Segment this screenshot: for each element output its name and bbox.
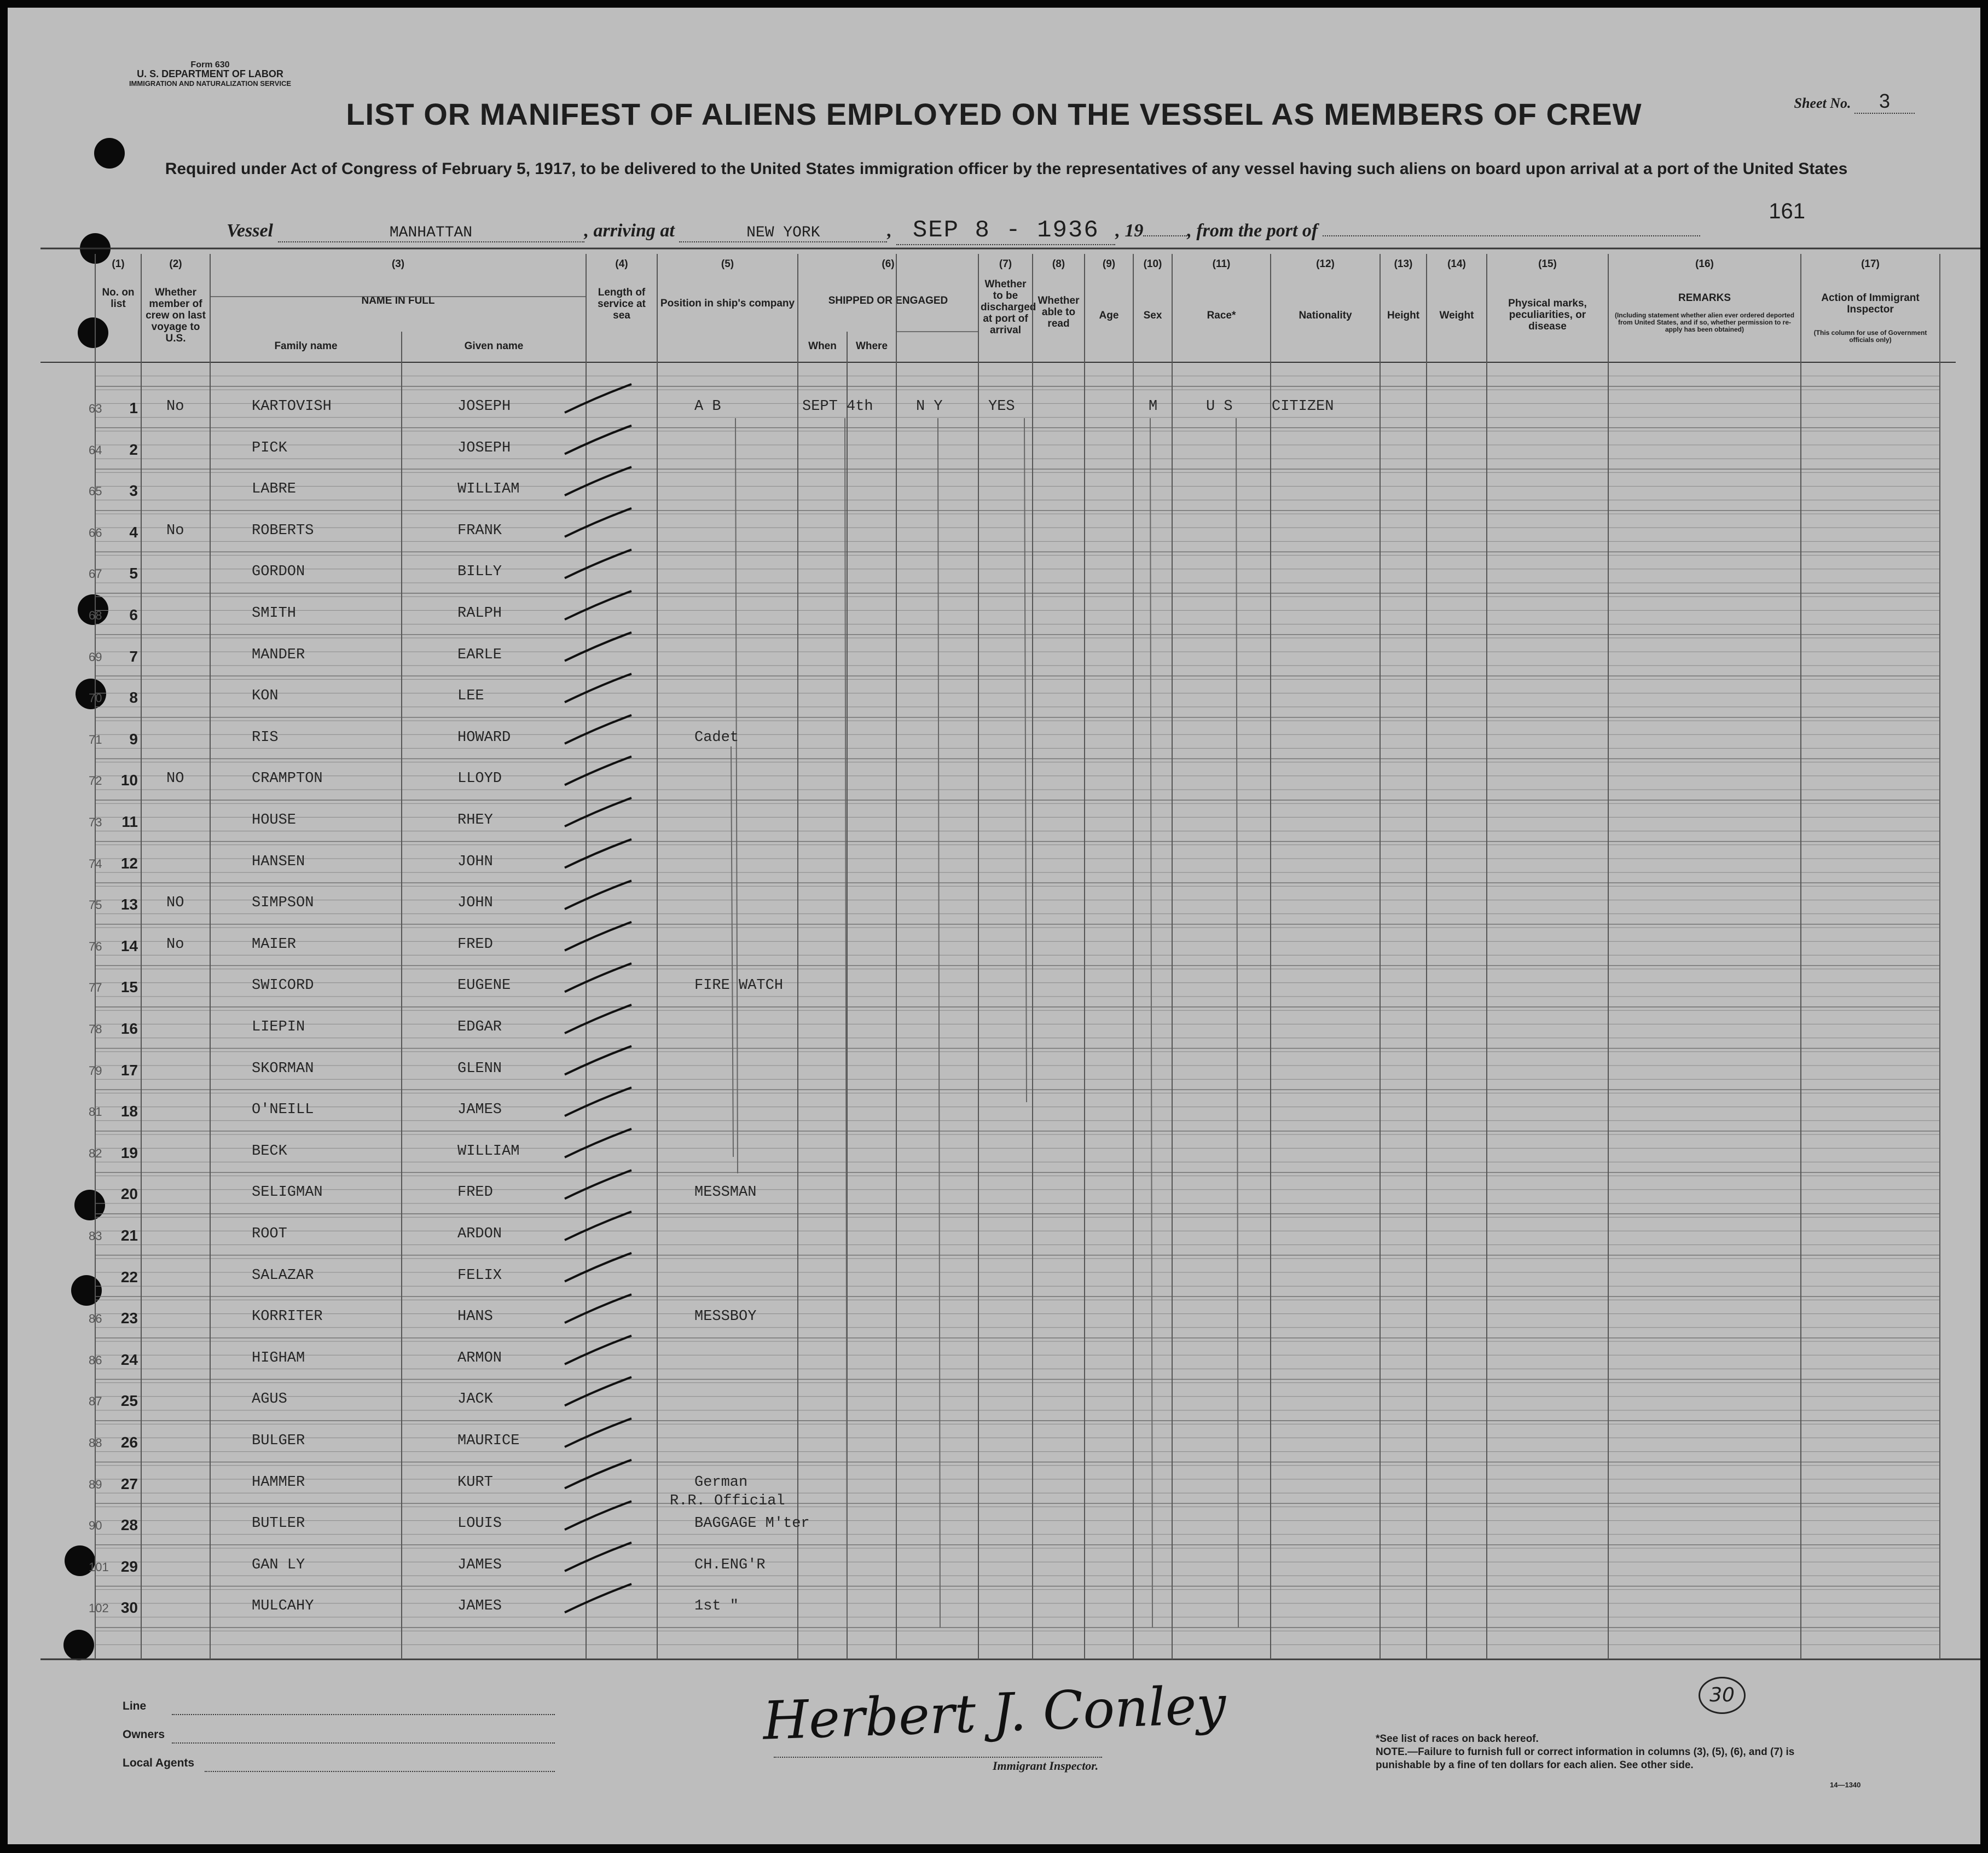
list-number-cell: 14 bbox=[120, 937, 138, 954]
arrival-port: NEW YORK bbox=[679, 224, 887, 242]
family-name-cell: HOUSE bbox=[252, 812, 297, 829]
list-number-cell: 16 bbox=[120, 1020, 138, 1037]
column-number-6: (6) bbox=[882, 258, 895, 270]
column-number-12: (12) bbox=[1316, 258, 1335, 270]
column-number-17: (17) bbox=[1861, 258, 1880, 270]
column-header-3: NAME IN FULL bbox=[361, 295, 435, 306]
column-header-16: REMARKS bbox=[1678, 292, 1731, 304]
family-name-cell: SIMPSON bbox=[252, 895, 314, 912]
family-name-cell: PICK bbox=[252, 439, 287, 456]
from-port-label: , from the port of bbox=[1187, 221, 1318, 241]
family-name-cell: AGUS bbox=[252, 1391, 287, 1408]
handwritten-sequence-number: 102 bbox=[89, 1601, 109, 1615]
list-number-cell: 6 bbox=[129, 606, 138, 623]
handwritten-sequence-number: 88 bbox=[89, 1436, 102, 1450]
ditto-line bbox=[1024, 418, 1027, 1102]
list-number-cell: 24 bbox=[120, 1351, 138, 1368]
given-name-cell: ARMON bbox=[457, 1350, 502, 1366]
column-number-1: (1) bbox=[112, 258, 125, 270]
action-note: (This column for use of Government officials only) bbox=[1813, 329, 1927, 344]
service-check-mark bbox=[565, 1294, 631, 1323]
when-header: When bbox=[808, 340, 837, 352]
ditto-line bbox=[1236, 418, 1238, 1628]
list-number-cell: 25 bbox=[120, 1392, 138, 1410]
given-name-cell: FRANK bbox=[457, 522, 502, 539]
column-header-4: Length of service at sea bbox=[598, 287, 646, 321]
family-name-cell: KORRITER bbox=[252, 1308, 323, 1325]
handwritten-sequence-number: 72 bbox=[89, 774, 102, 788]
handwritten-sequence-number: 64 bbox=[89, 443, 102, 457]
column-number-8: (8) bbox=[1052, 258, 1065, 270]
service-check-mark bbox=[565, 1584, 631, 1612]
service-check-mark bbox=[565, 963, 631, 992]
list-number-cell: 4 bbox=[129, 523, 138, 541]
column-header-14: Weight bbox=[1439, 310, 1474, 321]
document-subtitle: Required under Act of Congress of February 5, 1917, to be delivered to the United States immigration officer by the representatives of any vessel having such aliens on board upon arrival at a port of the United States bbox=[165, 160, 1848, 178]
where-header: Where bbox=[855, 340, 888, 352]
list-number-cell: 21 bbox=[120, 1227, 138, 1244]
service-check-mark bbox=[565, 839, 631, 868]
given-name-cell: JAMES bbox=[457, 1102, 502, 1119]
given-name-cell: LEE bbox=[457, 688, 484, 705]
given-name-cell: JAMES bbox=[457, 1598, 502, 1615]
position-cell: 1st " bbox=[694, 1598, 739, 1615]
family-name-cell: HIGHAM bbox=[252, 1350, 305, 1366]
handwritten-sequence-number: 82 bbox=[89, 1146, 102, 1160]
previous-voyage-cell: No bbox=[166, 936, 184, 953]
list-number-cell: 17 bbox=[120, 1061, 138, 1079]
column-number-4: (4) bbox=[615, 258, 628, 270]
family-name-cell: MULCAHY bbox=[252, 1598, 314, 1615]
list-number-cell: 9 bbox=[129, 730, 138, 748]
column-header-5: Position in ship's company bbox=[660, 298, 795, 309]
penalty-note: NOTE.—Failure to furnish full or correct information in columns (3), (5), (6), and (7) is punishable by a fine of ten dollars for each alien. See other side. bbox=[1376, 1746, 1795, 1771]
column-number-7: (7) bbox=[999, 258, 1012, 270]
column-number-9: (9) bbox=[1102, 258, 1116, 270]
position-cell: Cadet bbox=[694, 729, 739, 746]
list-number-cell: 29 bbox=[120, 1557, 138, 1575]
given-name-cell: JOHN bbox=[457, 895, 493, 912]
manifest-sheet bbox=[8, 8, 1980, 1844]
column-number-15: (15) bbox=[1538, 258, 1557, 270]
given-name-cell: EARLE bbox=[457, 646, 502, 663]
position-cell: German bbox=[694, 1474, 748, 1491]
discharged-cell: YES bbox=[988, 398, 1015, 415]
family-name-cell: LIEPIN bbox=[252, 1019, 305, 1035]
previous-voyage-cell: NO bbox=[166, 895, 184, 912]
previous-voyage-cell: No bbox=[166, 398, 184, 415]
family-name-cell: SWICORD bbox=[252, 977, 314, 994]
given-name-cell: FELIX bbox=[457, 1267, 502, 1284]
family-name-cell: KON bbox=[252, 688, 279, 705]
service-check-mark bbox=[565, 1005, 631, 1033]
position-cell: MESSMAN bbox=[694, 1184, 757, 1201]
department-name: U. S. DEPARTMENT OF LABOR bbox=[137, 68, 283, 79]
given-name-cell: JACK bbox=[457, 1391, 493, 1408]
arriving-label: , arriving at bbox=[584, 221, 675, 241]
column-number-13: (13) bbox=[1394, 258, 1413, 270]
service-check-mark bbox=[565, 1460, 631, 1489]
handwritten-sequence-number: 78 bbox=[89, 1022, 102, 1036]
list-number-cell: 30 bbox=[120, 1599, 138, 1617]
given-name-cell: RHEY bbox=[457, 812, 493, 829]
owners-label: Owners bbox=[123, 1728, 165, 1741]
shipped-where-cell: N Y bbox=[916, 398, 943, 415]
column-number-2: (2) bbox=[169, 258, 182, 270]
signature-line bbox=[774, 1757, 1102, 1758]
column-header-15: Physical marks, peculiarities, or disease bbox=[1508, 298, 1587, 332]
service-check-mark bbox=[565, 1170, 631, 1198]
service-check-mark bbox=[565, 1501, 631, 1530]
handwritten-sequence-number: 90 bbox=[89, 1519, 102, 1533]
handwritten-sequence-number: 101 bbox=[89, 1560, 109, 1574]
list-number-cell: 22 bbox=[120, 1268, 138, 1285]
given-name-cell: JOSEPH bbox=[457, 398, 511, 415]
shipped-when-cell: SEPT 4th bbox=[802, 398, 873, 415]
family-name-cell: BECK bbox=[252, 1143, 287, 1160]
family-name-header: Family name bbox=[274, 340, 338, 352]
column-header-17: Action of Immigrant Inspector bbox=[1821, 292, 1920, 315]
list-number-cell: 11 bbox=[121, 813, 138, 830]
given-name-cell: FRED bbox=[457, 936, 493, 953]
list-number-cell: 26 bbox=[120, 1434, 138, 1451]
given-name-cell: LLOYD bbox=[457, 771, 502, 787]
arrival-date-stamp: SEP 8 - 1936 bbox=[896, 217, 1115, 245]
service-check-mark bbox=[565, 1129, 631, 1157]
service-check-mark bbox=[565, 591, 631, 619]
vessel-line: Vessel MANHATTAN , arriving at NEW YORK , SEP 8 - 1936 , 19 , from the port of bbox=[227, 217, 1700, 245]
handwritten-sequence-number: 63 bbox=[89, 402, 102, 415]
list-number: 161 bbox=[1769, 199, 1805, 223]
column-header-13: Height bbox=[1387, 310, 1420, 321]
remarks-note: (Including statement whether alien ever ordered deported from United States, and if so, whether permission to re-apply has been obtained) bbox=[1614, 311, 1795, 333]
handwritten-sequence-number: 89 bbox=[89, 1477, 102, 1491]
sheet-number-value: 3 bbox=[1854, 90, 1915, 114]
print-code: 14—1340 bbox=[1830, 1781, 1861, 1789]
family-name-cell: MANDER bbox=[252, 646, 305, 663]
previous-voyage-cell: No bbox=[166, 522, 184, 539]
service-check-mark bbox=[565, 715, 631, 744]
list-number-cell: 1 bbox=[129, 399, 138, 416]
family-name-cell: MAIER bbox=[252, 936, 297, 953]
previous-voyage-cell: NO bbox=[166, 771, 184, 787]
list-number-cell: 12 bbox=[120, 854, 138, 872]
column-header-2: Whether member of crew on last voyage to U.S. bbox=[146, 287, 206, 344]
family-name-cell: RIS bbox=[252, 729, 279, 746]
line-label: Line bbox=[123, 1700, 147, 1712]
column-header-11: Race* bbox=[1207, 310, 1236, 321]
given-name-cell: ARDON bbox=[457, 1226, 502, 1242]
list-number-cell: 2 bbox=[129, 441, 138, 458]
family-name-cell: BUTLER bbox=[252, 1515, 305, 1532]
ditto-line bbox=[938, 418, 940, 1628]
service-check-mark bbox=[565, 426, 631, 454]
given-name-cell: KURT bbox=[457, 1474, 493, 1491]
column-number-11: (11) bbox=[1212, 258, 1231, 270]
total-circled: 30 bbox=[1699, 1677, 1746, 1714]
column-number-16: (16) bbox=[1695, 258, 1714, 270]
position-cell: CH.ENG'R bbox=[694, 1556, 766, 1573]
family-name-cell: CRAMPTON bbox=[252, 771, 323, 787]
handwritten-sequence-number: 86 bbox=[89, 1353, 102, 1367]
handwritten-sequence-number: 86 bbox=[89, 1312, 102, 1326]
given-name-cell: JAMES bbox=[457, 1556, 502, 1573]
race-cell: U S bbox=[1206, 398, 1233, 415]
service-check-mark bbox=[565, 1212, 631, 1240]
list-number-cell: 23 bbox=[120, 1310, 138, 1327]
service-check-mark bbox=[565, 1336, 631, 1364]
list-number-cell: 20 bbox=[120, 1185, 138, 1203]
service-check-mark bbox=[565, 549, 631, 578]
column-header-7: Whether to be discharged at port of arrival bbox=[981, 279, 1036, 336]
races-note: *See list of races on back hereof. bbox=[1376, 1733, 1539, 1745]
given-name-header: Given name bbox=[464, 340, 524, 352]
service-name: IMMIGRATION AND NATURALIZATION SERVICE bbox=[129, 79, 292, 88]
list-number-cell: 19 bbox=[120, 1144, 138, 1161]
ditto-line bbox=[1150, 418, 1152, 1628]
list-number-cell: 8 bbox=[129, 689, 138, 707]
list-number-cell: 27 bbox=[120, 1475, 138, 1492]
handwritten-sequence-number: 69 bbox=[89, 650, 102, 664]
list-number-cell: 3 bbox=[129, 482, 138, 500]
given-name-cell: MAURICE bbox=[457, 1433, 520, 1449]
vessel-label: Vessel bbox=[227, 221, 273, 241]
handwritten-sequence-number: 67 bbox=[89, 567, 102, 581]
given-name-cell: JOSEPH bbox=[457, 439, 511, 456]
service-check-mark bbox=[565, 1377, 631, 1405]
handwritten-sequence-number: 70 bbox=[89, 691, 102, 705]
handwritten-sequence-number: 81 bbox=[89, 1105, 102, 1119]
family-name-cell: KARTOVISH bbox=[252, 398, 332, 415]
owners-field bbox=[172, 1742, 555, 1744]
list-number-cell: 5 bbox=[129, 565, 138, 582]
service-check-mark bbox=[565, 922, 631, 951]
family-name-cell: SALAZAR bbox=[252, 1267, 314, 1284]
service-check-mark bbox=[565, 1087, 631, 1116]
family-name-cell: ROOT bbox=[252, 1226, 287, 1242]
sex-cell: M bbox=[1149, 398, 1158, 415]
list-number-cell: 28 bbox=[120, 1516, 138, 1534]
given-name-cell: EUGENE bbox=[457, 977, 511, 994]
column-header-1: No. on list bbox=[102, 287, 135, 310]
family-name-cell: HANSEN bbox=[252, 853, 305, 870]
column-number-5: (5) bbox=[721, 258, 734, 270]
given-name-cell: GLENN bbox=[457, 1060, 502, 1077]
ditto-line bbox=[731, 746, 733, 1157]
list-number-cell: 13 bbox=[120, 896, 138, 913]
inspector-label: Immigrant Inspector. bbox=[993, 1759, 1099, 1773]
position-cell: BAGGAGE M'ter bbox=[694, 1515, 810, 1532]
service-check-mark bbox=[565, 798, 631, 826]
form-number: Form 630 bbox=[190, 60, 230, 70]
given-name-cell: WILLIAM bbox=[457, 1143, 520, 1160]
list-number-cell: 7 bbox=[129, 647, 138, 665]
service-check-mark bbox=[565, 1543, 631, 1571]
service-check-mark bbox=[565, 756, 631, 785]
document-title: LIST OR MANIFEST OF ALIENS EMPLOYED ON THE VESSEL AS MEMBERS OF CREW bbox=[346, 97, 1642, 131]
given-name-cell: HOWARD bbox=[457, 729, 511, 746]
handwritten-sequence-number: 77 bbox=[89, 981, 102, 995]
vessel-name: MANHATTAN bbox=[278, 224, 584, 242]
handwritten-sequence-number: 74 bbox=[89, 856, 102, 871]
column-header-9: Age bbox=[1099, 310, 1119, 321]
service-check-mark bbox=[565, 508, 631, 537]
given-name-cell: LOUIS bbox=[457, 1515, 502, 1532]
given-name-cell: RALPH bbox=[457, 605, 502, 622]
column-header-6: SHIPPED OR ENGAGED bbox=[828, 295, 948, 306]
list-number-cell: 15 bbox=[120, 978, 138, 996]
inspector-signature: Herbert J. Conley bbox=[762, 1674, 1227, 1752]
service-check-mark bbox=[565, 1046, 631, 1075]
given-name-cell: HANS bbox=[457, 1308, 493, 1325]
handwritten-sequence-number: 79 bbox=[89, 1063, 102, 1078]
handwritten-sequence-number: 76 bbox=[89, 939, 102, 953]
position-cell: A B bbox=[694, 398, 721, 415]
column-number-14: (14) bbox=[1447, 258, 1466, 270]
given-name-cell: FRED bbox=[457, 1184, 493, 1201]
family-name-cell: ROBERTS bbox=[252, 522, 314, 539]
handwritten-sequence-number: 83 bbox=[89, 1229, 102, 1243]
service-check-mark bbox=[565, 467, 631, 495]
handwritten-sequence-number: 87 bbox=[89, 1394, 102, 1409]
given-name-cell: WILLIAM bbox=[457, 481, 520, 498]
footnote bbox=[1376, 1733, 1835, 1772]
position-cell: FIRE WATCH bbox=[694, 977, 784, 994]
family-name-cell: SMITH bbox=[252, 605, 297, 622]
column-number-3: (3) bbox=[391, 258, 405, 270]
given-name-cell: BILLY bbox=[457, 564, 502, 581]
handwritten-sequence-number: 65 bbox=[89, 484, 102, 499]
column-header-12: Nationality bbox=[1299, 310, 1352, 321]
given-name-cell: JOHN bbox=[457, 853, 493, 870]
list-number-cell: 10 bbox=[120, 772, 138, 789]
position-cell-line2: R.R. Official bbox=[670, 1492, 785, 1509]
ditto-line bbox=[735, 418, 738, 1173]
family-name-cell: O'NEILL bbox=[252, 1102, 314, 1119]
service-check-mark bbox=[565, 384, 631, 413]
service-check-mark bbox=[565, 1253, 631, 1282]
service-check-mark bbox=[565, 674, 631, 702]
handwritten-sequence-number: 68 bbox=[89, 609, 102, 622]
handwritten-sequence-number: 66 bbox=[89, 525, 102, 540]
service-check-mark bbox=[565, 881, 631, 909]
sheet-number-label: Sheet No. bbox=[1794, 95, 1851, 111]
handwritten-sequence-number: 75 bbox=[89, 898, 102, 912]
handwritten-sequence-number: 71 bbox=[89, 732, 102, 746]
year-label: 19 bbox=[1125, 221, 1144, 241]
agents-field bbox=[205, 1771, 555, 1772]
family-name-cell: HAMMER bbox=[252, 1474, 305, 1491]
position-cell: MESSBOY bbox=[694, 1308, 757, 1325]
family-name-cell: LABRE bbox=[252, 481, 297, 498]
line-field bbox=[172, 1714, 555, 1715]
handwritten-sequence-number: 73 bbox=[89, 815, 102, 829]
column-number-10: (10) bbox=[1143, 258, 1162, 270]
family-name-cell: GORDON bbox=[252, 564, 305, 581]
local-agents-label: Local Agents bbox=[123, 1757, 195, 1769]
family-name-cell: SKORMAN bbox=[252, 1060, 314, 1077]
service-check-mark bbox=[565, 1418, 631, 1447]
family-name-cell: SELIGMAN bbox=[252, 1184, 323, 1201]
list-number-cell: 18 bbox=[120, 1103, 138, 1120]
nationality-cell: CITIZEN bbox=[1272, 398, 1334, 415]
given-name-cell: EDGAR bbox=[457, 1019, 502, 1035]
column-header-8: Whether able to read bbox=[1038, 295, 1080, 329]
service-check-mark bbox=[565, 633, 631, 661]
family-name-cell: BULGER bbox=[252, 1433, 305, 1449]
column-header-10: Sex bbox=[1143, 310, 1162, 321]
family-name-cell: GAN LY bbox=[252, 1556, 305, 1573]
